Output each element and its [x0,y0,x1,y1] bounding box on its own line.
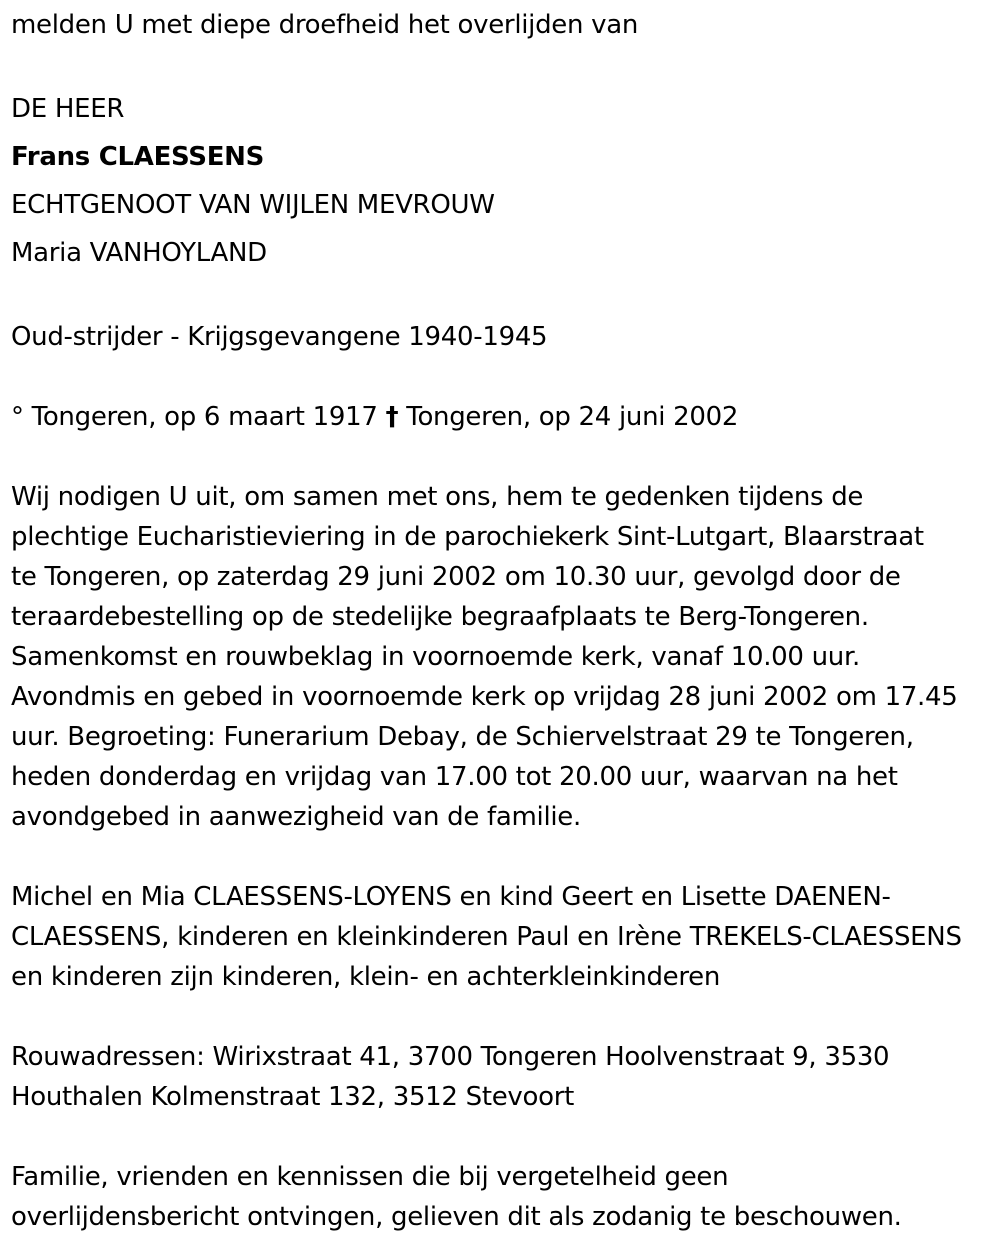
ceremony-line: plechtige Eucharistieviering in de parochiekerk Sint-Lutgart, Blaarstraat [11,522,924,552]
spacer [11,45,995,85]
birth-text: ° Tongeren, op 6 maart 1917 [11,402,378,432]
address-line: Houthalen Kolmenstraat 132, 3512 Stevoort [11,1082,575,1112]
deceased-name: Frans CLAESSENS [11,142,265,172]
family-line: CLAESSENS, kinderen en kleinkinderen Paul en Irène TREKELS-CLAESSENS [11,922,962,952]
spacer [11,437,995,477]
family-line: Michel en Mia CLAESSENS-LOYENS en kind Geert en Lisette DAENEN- [11,882,891,912]
title-text: DE HEER [11,94,125,124]
family-paragraph [11,877,991,997]
closing-paragraph [11,1157,991,1237]
ceremony-line: Wij nodigen U uit, om samen met ons, hem te gedenken tijdens de [11,482,864,512]
spacer [11,277,995,317]
ceremony-line: heden donderdag en vrijdag van 17.00 tot 20.00 uur, waarvan na het [11,762,898,792]
address-line: Rouwadressen: Wirixstraat 41, 3700 Tongeren Hoolvenstraat 9, 3530 [11,1042,890,1072]
intro-text: melden U met diepe droefheid het overlijden van [11,10,639,40]
closing-line: Familie, vrienden en kennissen die bij vergetelheid geen [11,1162,729,1192]
ceremony-line: Avondmis en gebed in voornoemde kerk op vrijdag 28 juni 2002 om 17.45 [11,682,958,712]
dates-line [11,397,995,437]
family-line: en kinderen zijn kinderen, klein- en achterkleinkinderen [11,962,721,992]
spacer [11,997,995,1037]
spouse-name: Maria VANHOYLAND [11,238,267,268]
death-text: Tongeren, op 24 juni 2002 [406,402,739,432]
spouse-label: ECHTGENOOT VAN WIJLEN MEVROUW [11,190,495,220]
ceremony-line: te Tongeren, op zaterdag 29 juni 2002 om 10.30 uur, gevolgd door de [11,562,901,592]
spacer [11,1117,995,1157]
spacer [11,357,995,397]
ceremony-line: uur. Begroeting: Funerarium Debay, de Schiervelstraat 29 te Tongeren, [11,722,914,752]
closing-line: overlijdensbericht ontvingen, gelieven dit als zodanig te beschouwen. [11,1202,902,1232]
spacer [11,837,995,877]
address-paragraph [11,1037,991,1117]
distinction-text: Oud-strijder - Krijgsgevangene 1940-1945 [11,322,548,352]
ceremony-line: teraardebestelling op de stedelijke begraafplaats te Berg-Tongeren. [11,602,869,632]
obituary-notice [11,0,995,1237]
ceremony-line: Samenkomst en rouwbeklag in voornoemde kerk, vanaf 10.00 uur. [11,642,860,672]
ceremony-paragraph [11,477,991,837]
ceremony-line: avondgebed in aanwezigheid van de familie. [11,802,581,832]
cross-icon: † [385,402,399,432]
